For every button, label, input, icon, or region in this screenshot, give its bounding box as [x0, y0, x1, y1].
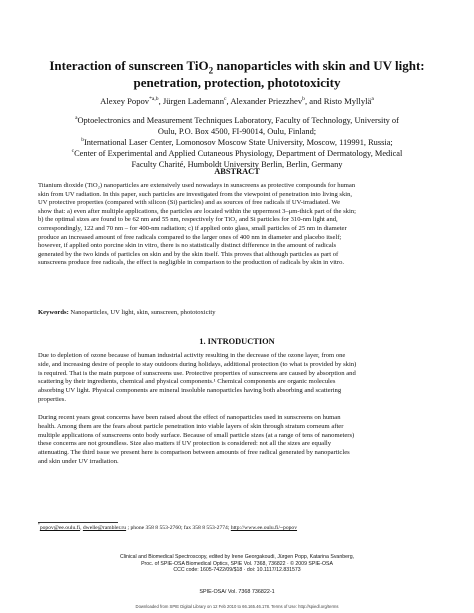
- abstract-line: Titanium dioxide (TiO₂) nanoparticles are extensively used nowadays in sunscreens as protective compounds for human: [38, 182, 356, 189]
- affiliation-c-line-2: Faculty Charité, Humboldt University Berlin, Berlin, Germany: [131, 160, 343, 169]
- affiliations: [40, 115, 434, 170]
- title-line-1: Interaction of sunscreen TiO$_2$ nanoparticles with skin and UV light:: [49, 58, 425, 76]
- paper-title: [40, 57, 434, 91]
- affiliation-c-line-1: $^c$Center of Experimental and Applied Cutaneous Physiology, Department of Dermatology, Medical: [71, 148, 403, 158]
- keywords-line: [38, 309, 436, 318]
- email-link-2[interactable]: dwelle@rambler.ru: [82, 525, 127, 531]
- paragraph-line: side, and increasing desire of people to stay outdoors during holidays, additional protection (to what is provided by skin): [38, 360, 357, 368]
- affiliation-a-line-2: Oulu, P.O. Box 4500, FI-90014, Oulu, Finland;: [157, 127, 317, 136]
- email-link-1[interactable]: popov@ee.oulu.fi: [39, 525, 81, 531]
- paragraph-line: During recent years great concerns have been raised about the effect of nanoparticles used in sunscreens on human: [38, 414, 341, 421]
- proceedings-line: CCC code: 1605-7422/09/$18 · doi: 10.1117/12.831573: [173, 567, 301, 574]
- paragraph-line: scattering by their ingredients, chemical and physical components.¹ Chemical components are organic molecules: [38, 378, 336, 386]
- introduction-heading: 1. INTRODUCTION: [199, 337, 275, 346]
- affiliation-b-line-1: $^b$International Laser Center, Lomonosov Moscow State University, Moscow, 119991, Russia;: [81, 137, 393, 147]
- homepage-link[interactable]: http://www.ee.oulu.fi/~popov: [230, 525, 298, 531]
- abstract-line: generated by the two kinds of particles on skin and by the skin itself. This proves that although particles as part of: [38, 250, 339, 258]
- footnote-phone: ; phone 358 8 553-2760; fax 358 8 553-2774;: [126, 525, 231, 531]
- page-identifier: SPIE-OSA/ Vol. 7368 736822-1: [199, 589, 275, 595]
- paragraph-line: absorbing UV light. Physical components are mineral insoluble nanoparticles having both absorbing and scattering: [38, 387, 342, 395]
- abstract-line: show that: a) even after multiple applications, the particles are located within the uppermost 3–μm-thick part of the skin;: [38, 207, 356, 215]
- affiliation-a-line-1: $^a$Optoelectronics and Measurement Techniques Laboratory, Faculty of Technology, University of: [75, 115, 399, 125]
- paragraph-line: and skin under UV irradiation.: [38, 457, 119, 465]
- abstract-line: sunscreens produce free radicals, the effect is negligible in comparison to the production of radicals by skin in vitro.: [38, 259, 345, 267]
- introduction-paragraph-1: [38, 352, 436, 405]
- abstract-line: UV protective properties (compared with silicon (Si) particles) and as sources of free radicals if UV-irradiated. We: [38, 199, 341, 207]
- paragraph-line: is required. That is the main purpose of sunscreens use. Protective properties of sunscreens are caused by absorption and: [38, 369, 356, 377]
- abstract-line: however, if applied onto porcine skin in vitro, there is no statistically distinct difference in the amount of radicals: [38, 242, 337, 250]
- footnote-rule: [38, 522, 118, 523]
- abstract-line: skin from UV radiation. In this paper, such particles are investigated from the viewpoint of penetration into living skin,: [38, 190, 353, 198]
- paragraph-line: properties.: [38, 395, 67, 403]
- abstract-line: b) the optimal sizes are found to be 62 nm and 55 nm, respectively for TiO₂ and Si particles for 310-nm light and,: [38, 216, 338, 224]
- paragraph-line: attenuating. The third issue we present here is comparison between amounts of free radical generated by nanoparticles: [38, 449, 350, 457]
- footnote-mark: *: [38, 523, 40, 528]
- abstract-line: produce an increased amount of free radicals compared to the larger ones of 400 nm in diameter and placebo itself;: [38, 233, 342, 241]
- abstract-line: correspondingly, 122 and 70 nm – for 400-nm radiation; c) if applied onto glass, small particles of 25 nm in diameter: [38, 224, 347, 232]
- introduction-paragraph-2: [38, 414, 436, 467]
- proceedings-line: Proc. of SPIE-OSA Biomedical Optics, SPIE Vol. 7368, 736822 · © 2009 SPIE-OSA: [141, 560, 333, 567]
- proceedings-line: Clinical and Biomedical Spectroscopy, edited by Irene Georgakoudi, Jürgen Popp, Katarina Svanberg,: [119, 554, 355, 560]
- author-list: Alexey Popov$^{*a,b}$, Jürgen Lademann$^c$, Alexander Priezzhev$^b$, and Risto Myllylä$^a$: [100, 96, 374, 106]
- paragraph-line: multiple applications of sunscreens onto body surface. Because of small particle sizes (at a range of tens of nanometers): [38, 431, 355, 439]
- paragraph-line: these concerns are not groundless. Size also matters if UV protection is considered: not all the sizes are equally: [38, 440, 332, 448]
- proceedings-info: [40, 554, 434, 574]
- author-footnote: *popov@ee.oulu.fi, dwelle@rambler.ru ; phone 358 8 553-2760; fax 358 8 553-2774; http://www.ee.oulu.fi/~popov: [38, 523, 298, 531]
- paragraph-line: Due to depletion of ozone because of human industrial activity resulting in the decrease of the ozone layer, from one: [38, 352, 346, 359]
- keywords-label: Keywords:: [38, 309, 69, 316]
- download-notice: Downloaded from SPIE Digital Library on 12 Feb 2010 to 66.165.46.178. Terms of Use: http://spiedl.org/terms: [135, 604, 339, 609]
- keywords-text: Nanoparticles, UV light, skin, sunscreen, phototoxicity: [68, 309, 216, 316]
- abstract-heading: ABSTRACT: [214, 167, 260, 176]
- abstract-body: [38, 182, 436, 268]
- title-line-2: penetration, protection, phototoxicity: [133, 75, 341, 90]
- paragraph-line: health. Among them are the fears about particle penetration into viable layers of skin through stratum corneum after: [38, 422, 344, 430]
